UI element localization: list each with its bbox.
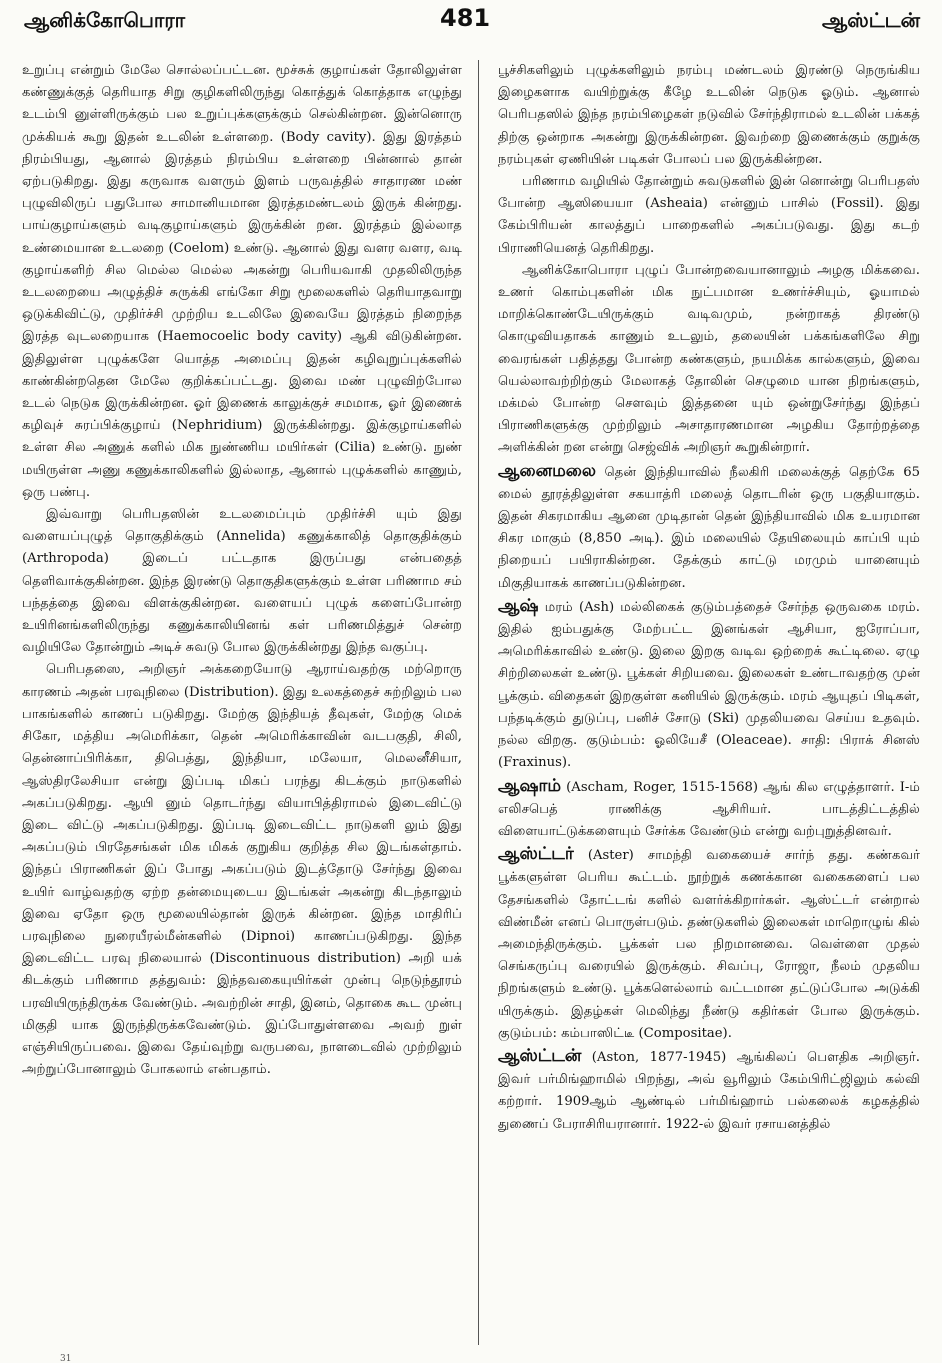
paragraph-text: பூச்சிகளிலும் புழுக்களிலும் நரம்பு மண்டலம் இரண்டு நெருங்கிய இழைகளாக வயிற்றுக்கு கீழே உடலின் நெடுக ஓடும். ஆனால் பெரிபதஸில் இந்த நரம்பிழைகள் நடுவில் சேர்ந்திராமல் உடலின் பக்கத் திற்கு ஒன்றாக அகன்று இருக்கின்றன. இவற்றை இணைக்கும் குறுக்கு நரம்புகள் ஏணியின் படிகள் போலப் பல இருக்கின்றன. xyxy=(498,63,920,167)
entry-text: (Aster) சாமந்தி வகையைச் சார்ந் தது. கண்கவர் பூக்களுள்ள பெரிய கூட்டம். நூற்றுக் கணக்கான வகைகளைப் பல தேசங்களில் தோட்டங் களில் வளர்க்கிறார்கள். ஆஸ்ட்டர் என்றால் விண்மீன் எனப் பொருள்படும். தண்டுகளில் இலைகள் மாறொழுங் கில் அமைந்திருக்கும். பூக்கள் பல நிறமானவை. வெள்ளை முதல் செங்கருப்பு வரையில் இருக்கும். சிவப்பு, ரோஜா, நீலம் முதலிய நிறங்களும் உண்டு. பூக்களெல்லாம் வட்டமான தட்டுப்போல அடுக்கி யிருக்கும். இதழ்கள் மெலிந்து நீண்டு கதிர்கள் போல இருக்கும். குடும்பம்: கம்பாஸிட்டீ (Compositae). xyxy=(498,848,920,1041)
paragraph: பெரிபதஸை, அறிஞர் அக்கறையோடு ஆராய்வதற்கு மற்றொரு காரணம் அதன் பரவுநிலை (Distribution). இது உலகத்தைச் சுற்றிலும் பல பாகங்களில் காணப் படுகிறது. மேற்கு இந்தியத் தீவுகள், மேற்கு மெக் சிகோ, மத்திய அமெரிக்கா, தென் அமெரிக்காவின் வடபகுதி, சிலி, தென்னாப்பிரிக்கா, திபெத்து, இந்தியா, மலேயா, மெலனீசியா, ஆஸ்திரலேசியா என்று இப்படி மிகப் பரந்து கிடக்கும் நாடுகளில் அகப்படுகிறது. ஆயி னும் தொடர்ந்து வியாபித்திராமல் இடைவிட்டு இடை விட்டு அகப்படுகிறது. இப்படி இடைவிட்ட நாடுகளி லும் இது அகப்படும் பிரதேசங்கள் மிக மிகக் குறுகிய குறித்த சில இடங்கள்தாம். இந்தப் பிராணிகள் இப் போது அகப்படும் இடத்தோடு சேர்ந்து இவை உயிர் வாழ்வதற்கு ஏற்ற தன்மையுடைய இடங்கள் அகன்று கிடந்தாலும் இவை ஏதோ ஒரு மூலையில்தான் இருக் கின்றன. இந்த மாதிரிப் பரவுநிலை நுரையீரல்மீன்களில் (Dipnoi) காணப்படுகிறது. இந்த இடைவிட்ட பரவு நிலையால் (Discontinuous distribution) அறி யக் கிடக்கும் பரிணாம தத்துவம்: இந்தவகையுயிர்கள் முன்பு நெடுந்தூரம் பரவியிருந்திருக்க வேண்டும். அவற்றின் சாதி, இனம், தொகை கூட முன்பு மிகுதி யாக இருந்திருக்கவேண்டும். இப்போதுள்ளவை அவற் றுள் எஞ்சியிருப்பவை. இவை தேய்வுற்று வருபவை, நாளடைவில் முற்றிலும் அற்றுப்போனாலும் போகலாம் என்பதாம். xyxy=(22,662,462,1078)
entry-text: (Aston, 1877-1945) ஆங்கிலப் பௌதிக அறிஞர். இவர் பர்மிங்ஹாமில் பிறந்து, அவ் வூரிலும் கேம்பிரிட்ஜிலும் கல்வி கற்றார். 1909ஆம் ஆண்டில் பர்மிங்ஹாம் பல்கலைக் கழகத்தில் துணைப் பேராசிரியரானார். 1922-ல் இவர் ரசாயனத்தில் xyxy=(498,1049,920,1132)
entry-headword: ஆஷ் xyxy=(498,595,539,616)
running-head-left: ஆனிக்கோபொரா xyxy=(24,8,186,32)
entry-text: (Ascham, Roger, 1515-1568) ஆங் கில எழுத்தாளர். I-ம் எலிசபெத் ராணிக்கு ஆசிரியர். பாடத்திட்டத்தில் விளையாட்டுக்களையும் சேர்க்க வேண்டும் என்று வற்புறுத்தினவர். xyxy=(498,779,920,839)
entry-aston xyxy=(498,1045,920,1136)
entry-headword: ஆனைமலை xyxy=(498,460,596,481)
left-column xyxy=(22,60,462,1350)
entry-text: தென் இந்தியாவில் நீலகிரி மலைக்குத் தெற்கே 65 மைல் தூரத்திலுள்ள சகயாத்ரி மலைத் தொடரின் ஒரு பகுதியாகும். இதன் சிகரமாகிய ஆனை முடிதான் தென் இந்தியாவில் மிக உயரமான சிகர மாகும் (8,850 அடி). இம் மலையில் தேயிலையும் காப்பி யும் நிறையப் பயிராகின்றன. தேக்கும் காட்டு மரமும் யானையும் மிகுதியாகக் காணப்படுகின்றன. xyxy=(498,464,920,591)
entry-aster xyxy=(498,843,920,1045)
paragraph: இவ்வாறு பெரிபதஸின் உடலமைப்பும் முதிர்ச்சி யும் இது வளையப்புழுத் தொகுதிக்கும் (Annelida) கணுக்காலித் தொகுதிக்கும் (Arthropoda) இடைப் பட்டதாக இருப்பது என்பதைத் தெளிவாக்குகின்றன. இந்த இரண்டு தொகுதிகளுக்கும் உள்ள பரிணாம சம் பந்தத்தை இவை விளக்குகின்றன. வளையப் புழுக் களைப்போன்ற உயிரினங்களிலிருந்து கணுக்காலியினங் கள் பரிணமித்துச் சென்ற வழியிலே தோன்றும் அடிச் சுவடு போல இருக்கின்றது இந்த வகுப்பு. xyxy=(22,507,462,656)
paragraph-text: பரிணாம வழியில் தோன்றும் சுவடுகளில் இன் னொன்று பெரிபதஸ் போன்ற ஆஸியையா (Asheaia) என்னும் பாசில் (Fossil). இது கேம்பிரியன் காலத்துப் பாறைகளில் அகப்படுவது. இது கடற் பிராணியெனத் தெரிகிறது. xyxy=(498,174,920,256)
entry-headword: ஆஸ்ட்டன் xyxy=(498,1045,582,1066)
paragraph xyxy=(498,260,920,460)
paragraph-text: ஆனிக்கோபொரா புழுப் போன்றவையானாலும் அழகு மிக்கவை. உணர் கொம்புகளின் மிக நுட்பமான உணர்ச்சியும், ஓயாமல் மாறிக்கொண்டேயிருக்கும் வடிவமும், நன்றாகத் திரண்டு கொழுவியதாகக் காணும் உடலும், தலையின் பக்கங்களிலே சிறு வைரங்கள் பதித்தது போன்ற கண்களும், நயமிக்க கால்களும், இவை யெல்லாவற்றிற்கும் மேலாகத் தோலின் செழுமை யான நிறங்களும், மக்மல் போன்ற செளவும் இத்தனை யும் ஒன்றுசேர்ந்து இந்தப் பிராணிகளுக்கு முற்றிலும் அசாதாரணமான அழகிய தோற்றத்தை அளிக்கின் றன என்று செஜ்விக் அறிஞர் கூறுகின்றார். xyxy=(498,262,920,456)
entry-text: மரம் (Ash) மல்லிகைக் குடும்பத்தைச் சேர்ந்த ஒருவகை மரம். இதில் ஐம்பதுக்கு மேற்பட்ட இனங்கள் ஆசியா, ஐரோப்பா, அமெரிக்காவில் உண்டு. இலை இறகு வடிவ ஒற்றைக் கூட்டிலை. ஏழு சிற்றிலைகள் உண்டு. பூக்கள் சிறியவை. இலைகள் உண்டாவதற்கு முன் பூக்கும். விதைகள் இறகுள்ள கனியில் இருக்கும். மரம் ஆயுதப் பிடிகள், பந்தடிக்கும் துடுப்பு, பனிச் சோடு (Ski) முதலியவை செய்ய உதவும். நல்ல விறகு. குடும்பம்: ஓலியேசீ (Oleaceae). சாதி: பிராக் சினஸ் (Fraxinus). xyxy=(498,599,920,771)
right-column xyxy=(498,60,920,1350)
paragraph xyxy=(498,60,920,171)
running-head-right: ஆஸ்ட்டன் xyxy=(821,8,920,32)
entry-anaimalai xyxy=(498,460,920,595)
paragraph xyxy=(498,171,920,260)
page-number: 481 xyxy=(440,4,491,32)
entry-ascham xyxy=(498,775,920,844)
column-divider xyxy=(478,60,479,1345)
paragraph: உறுப்பு என்றும் மேலே சொல்லப்பட்டன. மூச்சுக் குழாய்கள் தோலிலுள்ள கண்ணுக்குத் தெரியாத சிறு குழிகளிலிருந்து கொத்துக் கொத்தாக எழுந்து உடம்பி னுள்ளிருக்கும் பல உறுப்புக்களுக்கும் செல்கின்றன. இன்னொரு முக்கியக் கூறு இதன் உடலின் உள்ளறை. (Body cavity). இது இரத்தம் நிரம்பியது, ஆனால் இரத்தம் நிரம்பிய உள்ளறை பின்னால் தான் ஏற்படுகிறது. இது கருவாக வளரும் இளம் பருவத்தில் சாதாரண மண் புழுவிலிருப் பதுபோல சாமானியமான இரத்தமண்டலம் இருக் கின்றது. பாய்குழாய்களும் வடிகுழாய்களும் இருக்கின் றன. இரத்தம் இல்லாத உண்மையான உடலறை (Coelom) உண்டு. ஆனால் இது வளர வளர, வடி குழாய்களிற் சில மெல்ல மெல்ல அகன்று பெரியவாகி முதலிலிருந்த உடலறையை அழுத்திச் சுருக்கி எங்கோ சிறு மூலைகளில் தெரியாதவாறு ஒடுக்கிவிட்டு, முதிர்ச்சி முற்றிய உடலிலே இவையே இரத்தம் நிறைந்த இரத்த வுடலறையாக (Haemocoelic body cavity) ஆகி விடுகின்றன. இதிலுள்ள புழுக்களே யொத்த அமைப்பு இதன் கழிவுறுப்புக்களில் காண்கின்றதென மேலே குறிக்கப்பட்டது. இவை மண் புழுவிற்போல உடல் நெடுக இருக்கின்றன. ஓர் இணைக் காலுக்குச் சமமாக, ஓர் இணைக் கழிவுச் சுரப்பிக்குழாய் (Nephridium) இருக்கின்றது. இக்குழாய்களில் உள்ள சில அணுக் களில் மிக நுண்ணிய மயிர்கள் (Cilia) உண்டு. நுண் மயிருள்ள அணு கணுக்காலிகளில் இல்லாத, ஆனால் புழுக்களில் காணும், ஒரு பண்பு. xyxy=(22,63,462,500)
entry-headword: ஆஷாம் xyxy=(498,775,562,796)
footer-mark: 31 xyxy=(60,1354,72,1364)
entry-headword: ஆஸ்ட்டர் xyxy=(498,844,574,865)
entry-ash xyxy=(498,595,920,775)
